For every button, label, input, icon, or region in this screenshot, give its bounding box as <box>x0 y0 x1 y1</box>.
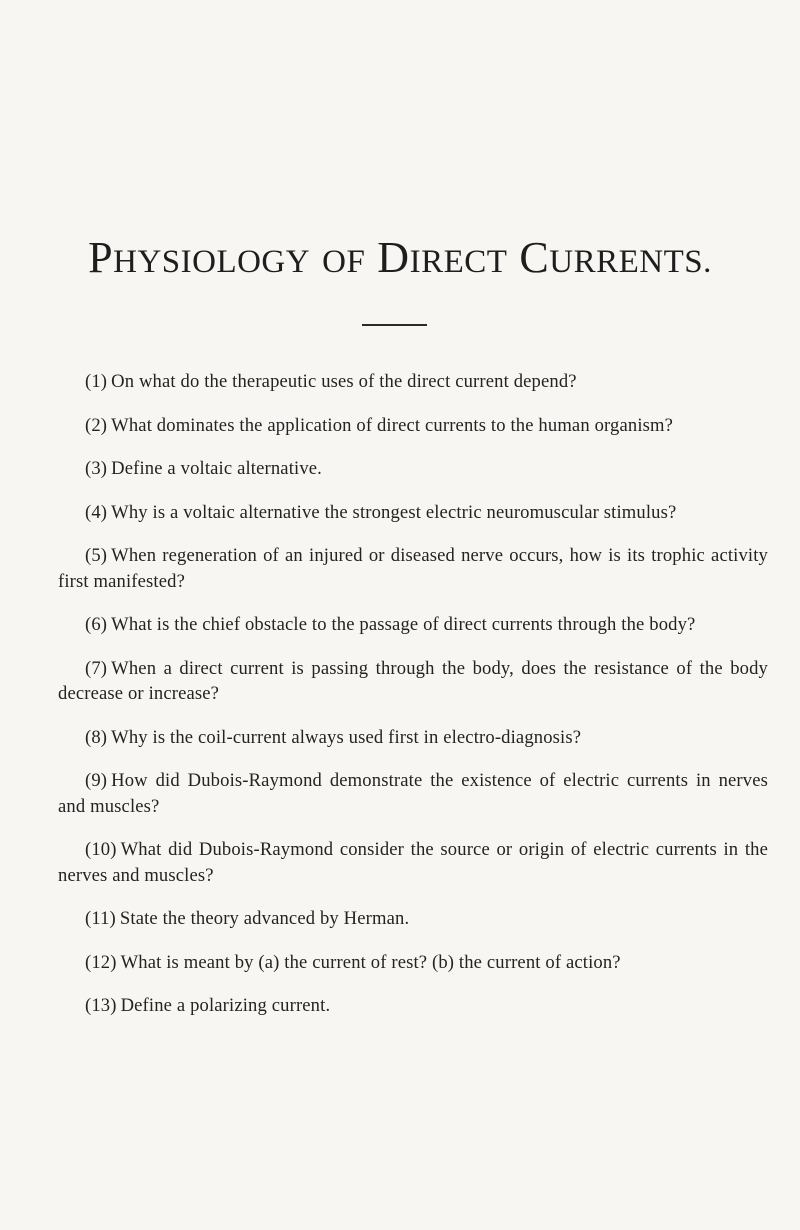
question-item <box>58 768 768 819</box>
title-initial-capital: C <box>519 233 550 282</box>
question-text: Define a polarizing current. <box>120 995 331 1016</box>
question-number: (6) <box>85 614 108 635</box>
question-text: How did Dubois-Raymond demonstrate the existence of electric currents in nerves and muscles? <box>58 770 768 817</box>
title-small-caps: OF <box>322 244 366 280</box>
question-text: Why is a voltaic alternative the strongest electric neuromuscular stimulus? <box>111 501 677 523</box>
question-item <box>58 500 768 526</box>
title-word <box>377 233 508 282</box>
question-item <box>58 950 768 976</box>
question-text: What is meant by (a) the current of rest? (b) the current of action? <box>120 951 621 973</box>
question-number: (4) <box>85 501 108 523</box>
question-item <box>58 456 768 482</box>
question-item <box>58 906 768 932</box>
question-list <box>58 369 768 1037</box>
question-item <box>58 656 768 707</box>
question-number: (1) <box>85 371 108 392</box>
title-divider <box>362 324 427 326</box>
question-item <box>58 413 768 439</box>
question-number: (13) <box>85 995 117 1016</box>
title-word <box>322 245 365 279</box>
title-initial-capital: P <box>88 233 114 282</box>
question-text: What did Dubois-Raymond consider the source or origin of electric currents in the nerves and muscles? <box>58 839 768 886</box>
question-text: When regeneration of an injured or diseased nerve occurs, how is its trophic activity first manifested? <box>58 545 768 592</box>
question-item <box>58 543 768 594</box>
question-number: (2) <box>85 414 108 436</box>
question-text: When a direct current is passing through the body, does the resistance of the body decrease or increase? <box>58 657 768 704</box>
question-number: (3) <box>85 458 108 479</box>
title-initial-capital: D <box>377 233 410 282</box>
question-number: (10) <box>85 839 117 860</box>
question-text: What is the chief obstacle to the passage of direct currents through the body? <box>111 614 696 635</box>
title-small-caps: HYSIOLOGY <box>113 244 311 280</box>
title-small-caps: URRENTS. <box>549 244 712 280</box>
question-item <box>58 837 768 888</box>
question-item <box>58 993 768 1019</box>
question-item <box>58 612 768 638</box>
question-text: Why is the coil-current always used first in electro-diagnosis? <box>111 726 582 748</box>
question-number: (9) <box>85 770 108 791</box>
title-word <box>519 233 712 282</box>
question-number: (12) <box>85 951 117 973</box>
title-small-caps: IRECT <box>409 244 508 280</box>
question-item <box>58 369 768 395</box>
question-number: (11) <box>85 908 116 929</box>
question-text: State the theory advanced by Herman. <box>119 908 410 929</box>
question-text: On what do the therapeutic uses of the direct current depend? <box>111 371 577 392</box>
page-title <box>0 233 800 282</box>
question-number: (7) <box>85 657 108 679</box>
question-number: (8) <box>85 726 108 748</box>
question-text: Define a voltaic alternative. <box>111 458 322 479</box>
title-word <box>88 233 311 282</box>
question-text: What dominates the application of direct currents to the human organism? <box>111 414 674 436</box>
question-number: (5) <box>85 545 108 566</box>
question-item <box>58 725 768 751</box>
